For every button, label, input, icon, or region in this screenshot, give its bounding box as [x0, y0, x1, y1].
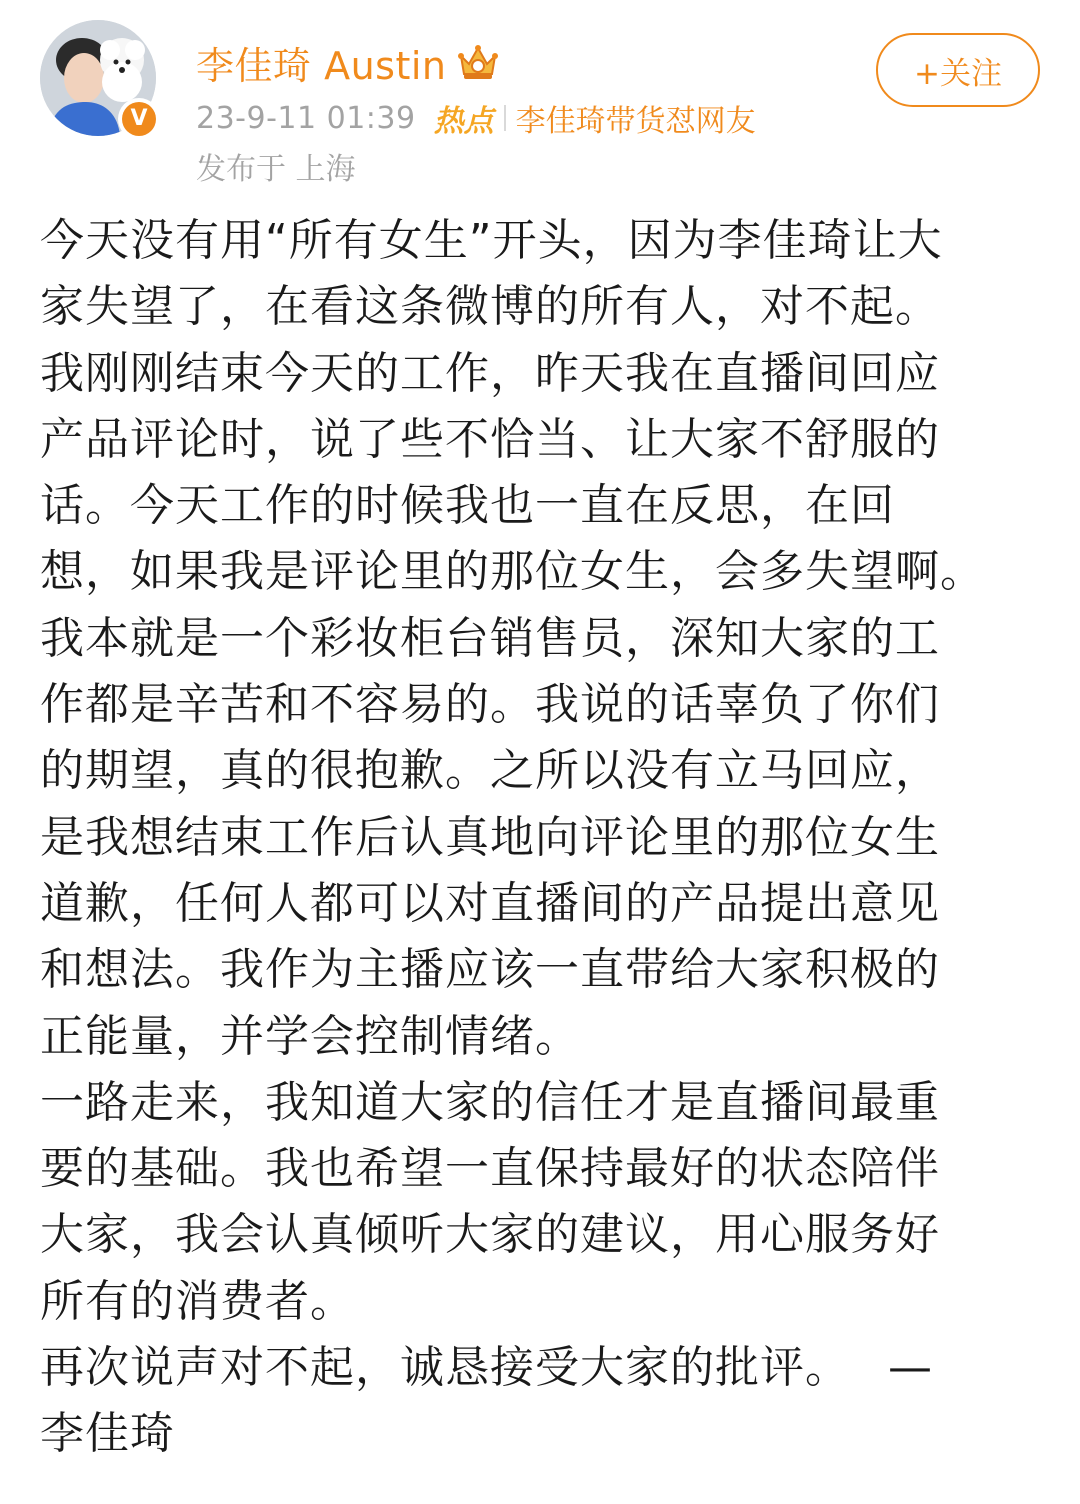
post-text-line: 和想法。我作为主播应该一直带给大家积极的	[40, 944, 940, 996]
post-text-line: 再次说声对不起，诚恳接受大家的批评。 —	[40, 1342, 933, 1394]
verified-badge-letter: V	[122, 102, 156, 136]
post-text-line: 的期望，真的很抱歉。之所以没有立马回应，	[40, 745, 940, 797]
follow-button[interactable]: +关注	[876, 33, 1040, 107]
post-text-line: 是我想结束工作后认真地向评论里的那位女生	[40, 811, 940, 863]
hot-tag[interactable]: 热点	[433, 104, 494, 139]
post-text-line: 话。今天工作的时候我也一直在反思，在回	[40, 480, 895, 532]
crown-icon	[457, 42, 499, 82]
post-text-line: 李佳琦	[40, 1408, 175, 1460]
post-text-line: 产品评论时，说了些不恰当、让大家不舒服的	[40, 413, 940, 465]
post-meta	[196, 96, 756, 140]
post-text-line: 大家，我会认真倾听大家的建议，用心服务好	[40, 1209, 940, 1261]
post-text-line: 正能量，并学会控制情绪。	[40, 1010, 580, 1062]
post-text-line: 所有的消费者。	[40, 1275, 355, 1327]
post-text-line: 家失望了，在看这条微博的所有人，对不起。	[40, 281, 940, 333]
post-text-line: 作都是辛苦和不容易的。我说的话辜负了你们	[40, 679, 940, 731]
post-text-line: 想，如果我是评论里的那位女生，会多失望啊。	[40, 546, 985, 598]
post-text-line: 今天没有用“所有女生”开头，因为李佳琦让大	[40, 215, 943, 266]
post-body	[40, 208, 1040, 1468]
post-header	[0, 0, 1080, 200]
username[interactable]: 李佳琦 Austin	[196, 43, 447, 88]
post-timestamp: 23-9-11 01:39	[196, 100, 416, 136]
verified-v-badge-icon	[118, 98, 160, 140]
post-text-line: 一路走来，我知道大家的信任才是直播间最重	[40, 1076, 940, 1128]
post-location: 发布于 上海	[196, 152, 356, 187]
post-text-line: 要的基础。我也希望一直保持最好的状态陪伴	[40, 1143, 940, 1195]
username-row	[196, 34, 499, 90]
post-text-line: 我刚刚结束今天的工作，昨天我在直播间回应	[40, 347, 940, 399]
topic-link[interactable]: 李佳琦带货怼网友	[515, 104, 756, 139]
meta-divider	[504, 105, 506, 131]
post-text-line: 我本就是一个彩妆柜台销售员，深知大家的工	[40, 612, 940, 664]
post-text-line: 道歉，任何人都可以对直播间的产品提出意见	[40, 877, 940, 929]
